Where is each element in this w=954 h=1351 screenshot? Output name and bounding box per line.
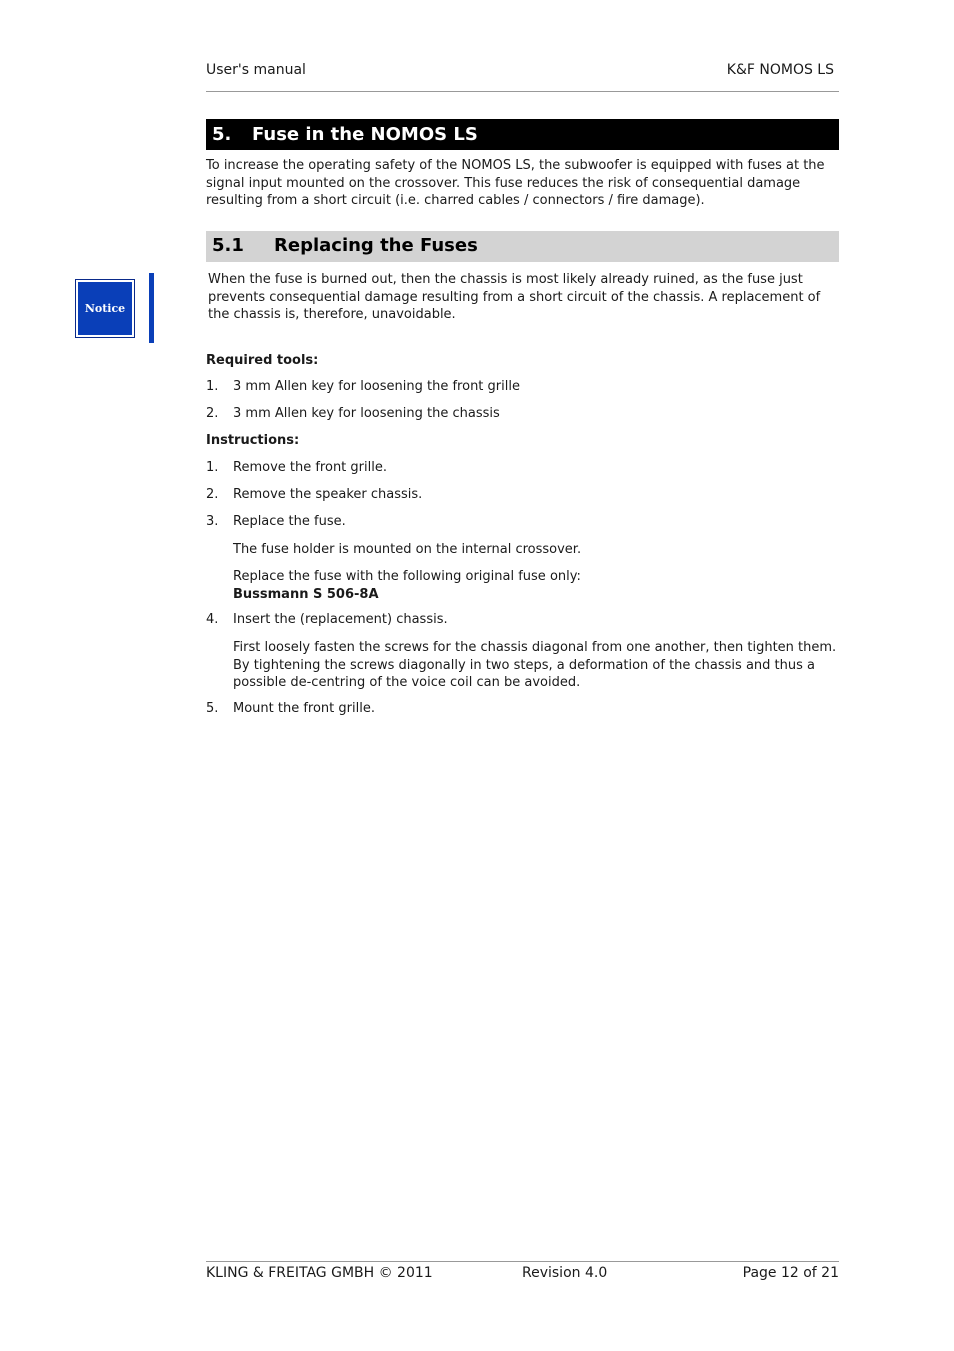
- section-number: 5.: [212, 124, 232, 145]
- section-title: Fuse in the NOMOS LS: [252, 124, 478, 145]
- notice-text: When the fuse is burned out, then the chassis is most likely already ruined, as the fuse just prevents consequential damage resulting from a short circuit of the chassis. A replacement of the chassis is, therefore, unavoidable.: [208, 272, 821, 322]
- list-item-number: 3.: [206, 514, 219, 529]
- notice-bar: [149, 273, 154, 343]
- footer-revision: Revision 4.0: [522, 1265, 608, 1281]
- subsection-heading: [206, 231, 839, 262]
- tools-heading: Required tools:: [206, 353, 319, 368]
- list-item-text: Replace the fuse.: [233, 514, 346, 529]
- step3-note-fuse-text: Replace the fuse with the following original fuse only:: [233, 569, 581, 584]
- list-item: [206, 406, 500, 421]
- footer-divider: [206, 1261, 839, 1262]
- step4-note: First loosely fasten the screws for the chassis diagonal from one another, then tighten them. By tightening the screws diagonally in two steps, a deformation of the chassis and thus a possible de-centring of the voice coil can be avoided.: [233, 640, 837, 690]
- list-item-number: 4.: [206, 612, 219, 627]
- list-item-number: 1.: [206, 460, 219, 475]
- section-heading: [206, 119, 839, 150]
- list-item-text: Insert the (replacement) chassis.: [233, 612, 448, 627]
- list-item: [206, 514, 346, 529]
- fuse-model: Bussmann S 506-8A: [233, 586, 379, 602]
- header-product: K&F NOMOS LS: [726, 62, 834, 78]
- list-item: [206, 379, 520, 394]
- list-item: [206, 460, 387, 475]
- list-item-number: 1.: [206, 379, 219, 394]
- notice-label: Notice: [78, 282, 132, 335]
- list-item-text: Remove the front grille.: [233, 460, 387, 475]
- section-intro: To increase the operating safety of the NOMOS LS, the subwoofer is equipped with fuses at the signal input mounted on the crossover. This fuse reduces the risk of consequential damage resulting from a short circuit (i.e. charred cables / connectors / fire damage).: [206, 158, 825, 208]
- list-item-number: 2.: [206, 487, 219, 502]
- list-item-number: 2.: [206, 406, 219, 421]
- notice-icon: [75, 279, 135, 338]
- list-item: [206, 701, 375, 716]
- step3-note-holder: The fuse holder is mounted on the internal crossover.: [233, 542, 582, 557]
- subsection-title: Replacing the Fuses: [274, 235, 478, 256]
- list-item-text: Remove the speaker chassis.: [233, 487, 423, 502]
- list-item-text: 3 mm Allen key for loosening the chassis: [233, 406, 500, 421]
- list-item: [206, 487, 422, 502]
- list-item-text: 3 mm Allen key for loosening the front grille: [233, 379, 520, 394]
- footer-copyright: KLING & FREITAG GMBH © 2011: [206, 1265, 433, 1281]
- list-item-number: 5.: [206, 701, 219, 716]
- list-item-text: Mount the front grille.: [233, 701, 375, 716]
- subsection-number: 5.1: [212, 235, 244, 256]
- list-item: [206, 612, 448, 627]
- header-divider: [206, 91, 839, 92]
- instructions-heading: Instructions:: [206, 433, 300, 448]
- step3-note-fuse: [233, 568, 839, 603]
- header-doc-type: User's manual: [206, 62, 306, 78]
- footer-page-number: Page 12 of 21: [742, 1265, 839, 1281]
